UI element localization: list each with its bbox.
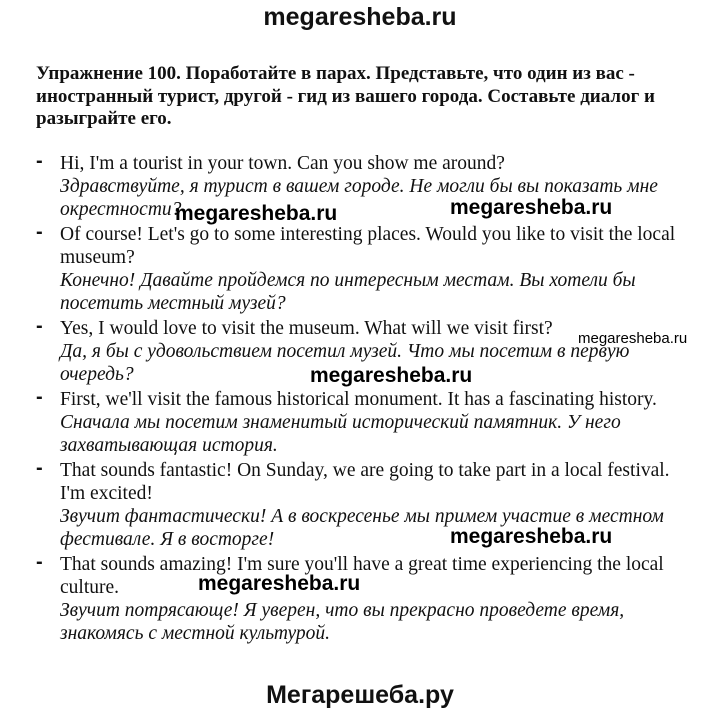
watermark: megaresheba.ru: [450, 525, 613, 548]
watermark: megaresheba.ru: [578, 330, 688, 347]
dash-marker: -: [36, 315, 43, 337]
english-line: That sounds fantastic! On Sunday, we are going to take part in a local festival. I'm excited!: [60, 460, 670, 504]
english-line: Yes, I would love to visit the museum. What will we visit first?: [60, 318, 553, 339]
english-line: Of course! Let's go to some interesting places. Would you like to visit the local museum?: [60, 224, 676, 268]
dash-marker: -: [36, 221, 43, 243]
english-line: That sounds amazing! I'm sure you'll have a great time experiencing the local culture.: [60, 554, 664, 598]
russian-translation: Здравствуйте, я турист в вашем городе. Не могли бы вы показать мне окрестности?: [60, 176, 658, 220]
russian-translation: Конечно! Давайте пройдемся по интересным местам. Вы хотели бы посетить местный музей?: [60, 270, 636, 314]
english-line: Hi, I'm a tourist in your town. Can you show me around?: [60, 153, 505, 174]
watermark: megaresheba.ru: [450, 196, 613, 219]
russian-translation: Сначала мы посетим знаменитый исторический памятник. У него захватывающая история.: [60, 412, 621, 456]
exercise-title: Упражнение 100. Поработайте в парах. Представьте, что один из вас - иностранный турист, другой - гид из вашего города. Составьте диалог и разыграйте его.: [36, 63, 655, 129]
watermark: megaresheba.ru: [175, 202, 338, 225]
english-line: First, we'll visit the famous historical monument. It has a fascinating history.: [60, 389, 657, 410]
russian-translation: Да, я бы с удовольствием посетил музей. Что мы посетим в первую очередь?: [60, 341, 630, 385]
dialog-line: [36, 223, 686, 315]
dialog-line: [36, 388, 686, 457]
dash-marker: -: [36, 457, 43, 479]
watermark: megaresheba.ru: [310, 364, 473, 387]
watermark: megaresheba.ru: [198, 572, 361, 595]
dash-marker: -: [36, 551, 43, 573]
russian-translation: Звучит потрясающе! Я уверен, что вы прекрасно проведете время, знакомясь с местной культурой.: [60, 600, 625, 644]
russian-translation: Звучит фантастически! А в воскресенье мы примем участие в местном фестивале. Я в восторге!: [60, 506, 664, 550]
dialog-line: [36, 553, 686, 645]
site-header: megaresheba.ru: [263, 3, 457, 31]
dialog: [36, 152, 686, 647]
dash-marker: -: [36, 150, 43, 172]
dash-marker: -: [36, 386, 43, 408]
site-footer: Мегарешеба.ру: [266, 681, 454, 709]
